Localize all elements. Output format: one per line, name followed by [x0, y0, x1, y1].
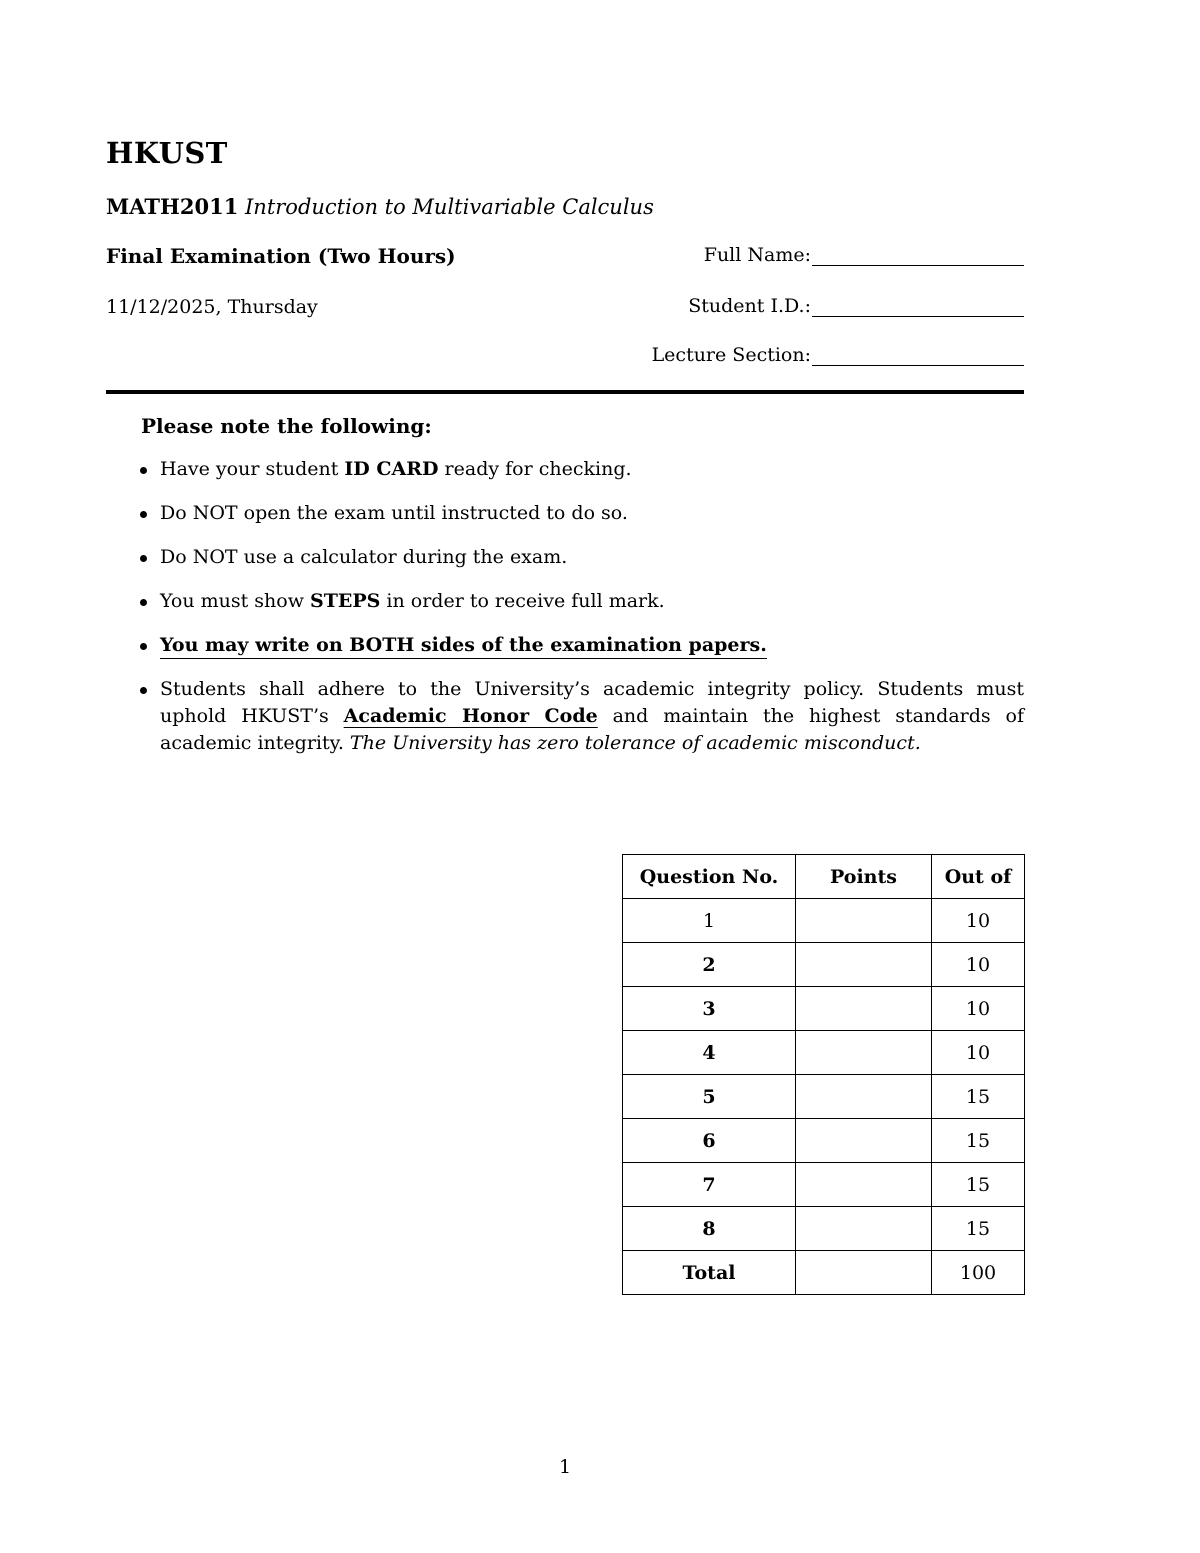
honor-code-link: Academic Honor Code	[343, 705, 598, 727]
exam-date: 11/12/2025, Thursday	[106, 296, 318, 318]
question-number: 1	[623, 899, 796, 943]
score-table	[622, 854, 1025, 1295]
question-number: 7	[623, 1163, 796, 1207]
question-number: 6	[623, 1119, 796, 1163]
table-row	[623, 1163, 1025, 1207]
list-item	[138, 500, 1024, 527]
points-cell[interactable]	[796, 1207, 932, 1251]
list-item	[138, 588, 1024, 615]
header-points: Points	[796, 855, 932, 899]
table-row	[623, 987, 1025, 1031]
note-emphasis: You may write on BOTH sides of the examination papers.	[160, 634, 767, 659]
page-number: 1	[558, 1456, 572, 1478]
notes-heading: Please note the following:	[141, 414, 432, 438]
out-of-cell: 15	[932, 1163, 1025, 1207]
bullet-icon	[140, 467, 147, 474]
course-line	[106, 194, 654, 219]
student-id-field	[688, 295, 1024, 317]
points-cell[interactable]	[796, 943, 932, 987]
points-cell[interactable]	[796, 1163, 932, 1207]
table-row	[623, 1119, 1025, 1163]
table-row	[623, 1031, 1025, 1075]
note-text: Do NOT open the exam until instructed to do so.	[160, 502, 628, 524]
note-text: and maintain the highest standards of academic integrity.	[160, 705, 1024, 754]
student-id-input[interactable]	[812, 296, 1024, 317]
notes-list	[138, 456, 1024, 774]
bullet-icon	[140, 555, 147, 562]
question-number: 8	[623, 1207, 796, 1251]
university-name: HKUST	[106, 136, 228, 170]
bullet-icon	[140, 511, 147, 518]
question-number: 5	[623, 1075, 796, 1119]
note-italic: The University has zero tolerance of academic misconduct.	[349, 732, 921, 754]
total-points-cell[interactable]	[796, 1251, 932, 1295]
lecture-section-field	[652, 344, 1024, 366]
table-row	[623, 943, 1025, 987]
out-of-cell: 15	[932, 1075, 1025, 1119]
out-of-cell: 15	[932, 1207, 1025, 1251]
out-of-cell: 10	[932, 899, 1025, 943]
question-number: 2	[623, 943, 796, 987]
bullet-icon	[140, 599, 147, 606]
lecture-section-label: Lecture Section:	[651, 344, 811, 366]
note-text: Students shall adhere to the University’s academic integrity policy. Students must uphold HKUST’s	[160, 678, 1024, 727]
table-row	[623, 1207, 1025, 1251]
course-title: Introduction to Multivariable Calculus	[245, 195, 654, 219]
student-id-label: Student I.D.:	[688, 295, 811, 317]
points-cell[interactable]	[796, 1031, 932, 1075]
table-row	[623, 899, 1025, 943]
total-out-of-cell: 100	[932, 1251, 1025, 1295]
question-number: 4	[623, 1031, 796, 1075]
full-name-label: Full Name:	[703, 244, 811, 266]
out-of-cell: 10	[932, 943, 1025, 987]
question-number: 3	[623, 987, 796, 1031]
bullet-icon	[140, 643, 147, 650]
lecture-section-input[interactable]	[812, 345, 1024, 366]
note-text: Have your student	[160, 458, 345, 480]
note-emphasis: ID CARD	[344, 458, 439, 480]
header-divider	[106, 390, 1024, 394]
header-question: Question No.	[623, 855, 796, 899]
out-of-cell: 15	[932, 1119, 1025, 1163]
out-of-cell: 10	[932, 987, 1025, 1031]
course-code: MATH2011	[106, 194, 239, 219]
full-name-field	[704, 244, 1024, 266]
total-label: Total	[623, 1251, 796, 1295]
list-item	[138, 456, 1024, 483]
out-of-cell: 10	[932, 1031, 1025, 1075]
note-text: ready for checking.	[438, 458, 632, 480]
list-item	[138, 544, 1024, 571]
points-cell[interactable]	[796, 899, 932, 943]
note-emphasis: STEPS	[310, 590, 381, 612]
points-cell[interactable]	[796, 987, 932, 1031]
points-cell[interactable]	[796, 1119, 932, 1163]
note-text: Do NOT use a calculator during the exam.	[160, 546, 568, 568]
header-out-of: Out of	[932, 855, 1025, 899]
list-item	[138, 632, 1024, 659]
full-name-input[interactable]	[812, 245, 1024, 266]
points-cell[interactable]	[796, 1075, 932, 1119]
note-text: in order to receive full mark.	[380, 590, 665, 612]
list-item	[138, 676, 1024, 757]
table-header-row	[623, 855, 1025, 899]
bullet-icon	[140, 687, 147, 694]
note-text: You must show	[160, 590, 311, 612]
table-row	[623, 1075, 1025, 1119]
exam-title: Final Examination (Two Hours)	[106, 244, 456, 268]
table-total-row	[623, 1251, 1025, 1295]
